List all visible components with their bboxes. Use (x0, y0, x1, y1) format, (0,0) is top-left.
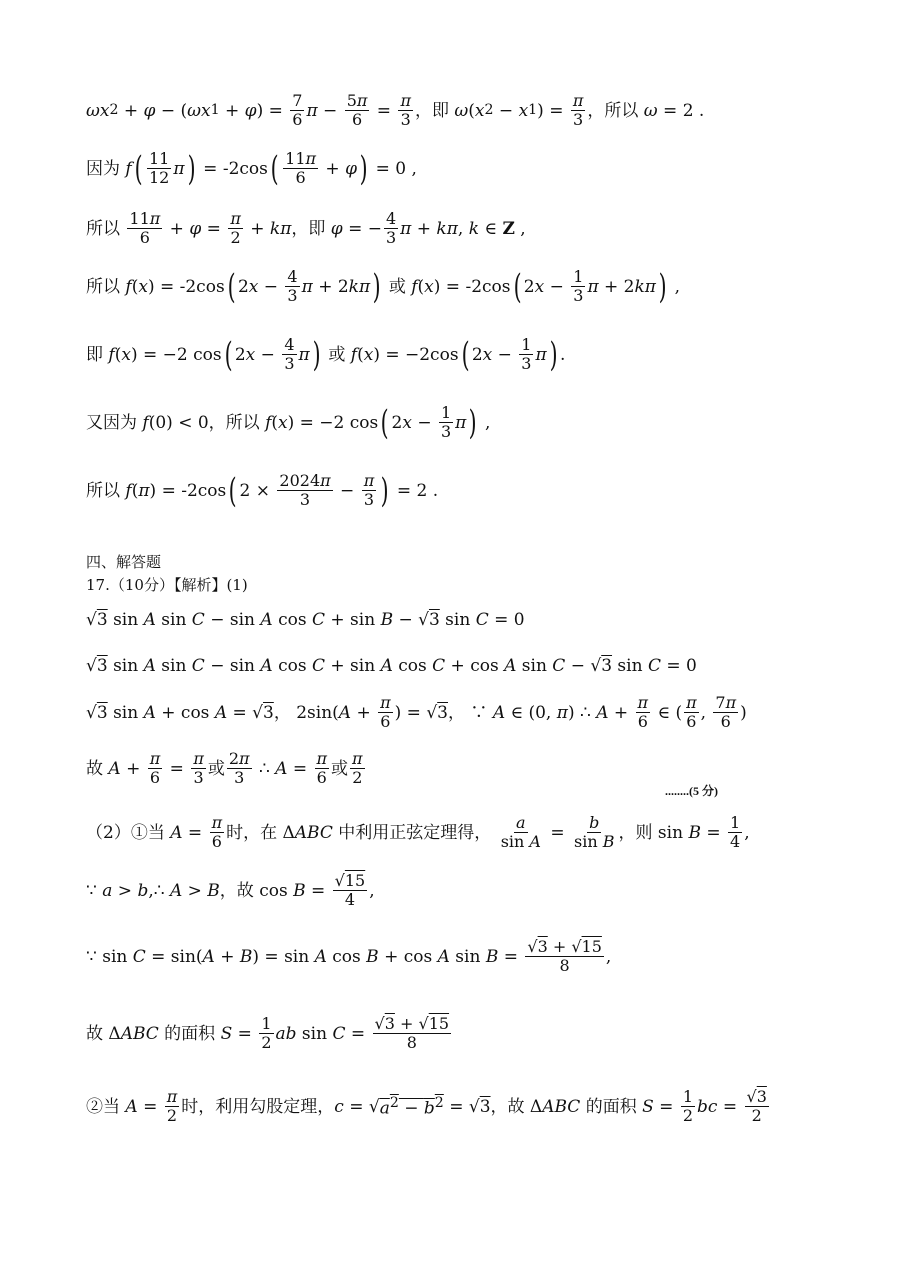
question-17-heading: 17.（10分）【解析】(1) (86, 576, 248, 594)
line-area-case1: 故 Δ ABC 的面积 S = $\frac{1}{2}$ ab sin C = $\frac{√3 + √15}{8}$ (86, 1014, 450, 1053)
line-f-simplified: 即 f ( x ) = −2 cos ( 2 x − $\frac{4}{3}$ π ) 或 f ( x ) = −2cos ( 2 x − $\frac{1}{3}$ π ) . (86, 334, 566, 375)
line-f-zero-condition: 又因为 f (0) < 0，所以 f ( x ) = −2 cos ( 2 x − $\frac{1}{3}$ π ) , (86, 402, 491, 443)
line-phi-solution: 所以 $\frac{11\pi}{6}$ + φ = $\frac{\pi}{2}$ + kπ ，即 φ = − $\frac{4}{3}$ π + kπ , k ∈ Z , (86, 209, 526, 248)
line-f-two-forms: 所以 f ( x ) = -2cos ( 2 x − $\frac{4}{3}$ π + 2 kπ ) 或 f ( x ) = -2cos ( 2 x − $\frac{1}{3}$ π + 2 kπ ) , (86, 266, 681, 307)
line-part2-case1: （2）①当 A = $\frac{\pi}{6}$ 时，在 Δ ABC 中利用正弦定理得， $\frac{a}{\text{sin A}}$ = $\frac{b}{\text{sin B}}$ ，则 sin B = $\frac{1}{4}$ , (86, 813, 750, 852)
line-sin-c: ∵ sin C = sin( A + B ) = sin A cos B + cos A sin B = $\frac{√3 + √15}{8}$ , (86, 937, 612, 976)
section-heading: 四、解答题 (86, 553, 162, 571)
line-angle-a-range: √ 3 sin A + cos A = √ 3 ， 2sin( A + $\frac{\pi}{6}$ ) = √ 3 ， ∵ A ∈ (0, π ) ∴ A + $\frac{\pi}{6}$ ∈ ( $\frac{\pi}{6}$ , $\frac{7\pi}{6}$ ) (86, 693, 747, 732)
line-sine-equation: √ 3 sin A sin C − sin A cos C + sin B − √ 3 sin C = 0 (86, 610, 525, 630)
line-cos-b: ∵ a > b ,∴ A > B ，故 cos B = $\frac{√15}{4}$ , (86, 871, 375, 910)
line-area-case2: ②当 A = $\frac{\pi}{2}$ 时，利用勾股定理， c = √ $a^2 - b^2$ = √ 3 ，故 Δ ABC 的面积 S = $\frac{1}{2}$ bc = $\frac{√3}{2}$ (86, 1087, 767, 1126)
line-f-pi-value: 所以 f ( π ) = -2cos ( 2 × $\frac{2024\pi}{3}$ − $\frac{\pi}{3}$ ) = 2 . (86, 470, 439, 511)
line-f-eleven-twelfths: 因为 f ( $\frac{11}{12}$ π ) = -2cos ( $\frac{11\pi}{6}$ + φ ) = 0 , (86, 148, 417, 189)
line-sine-expanded: √ 3 sin A sin C − sin A cos C + sin A cos C + cos A sin C − √ 3 sin C = 0 (86, 656, 697, 676)
line-omega-derivation: ωx 2 + φ − ( ωx 1 + φ ) = $\frac{7}{6}$ π − $\frac{5\pi}{6}$ = $\frac{\pi}{3}$ ，即 ω ( x 2 − x 1 ) = $\frac{\pi}{3}$ ，所以 ω = 2 . (86, 91, 705, 130)
score-marker: ........(5 分) (665, 784, 718, 798)
line-angle-a-values: 故 A + $\frac{\pi}{6}$ = $\frac{\pi}{3}$ 或 $\frac{2\pi}{3}$ ∴ A = $\frac{\pi}{6}$ 或 $\frac{\pi}{2}$ (86, 749, 363, 788)
